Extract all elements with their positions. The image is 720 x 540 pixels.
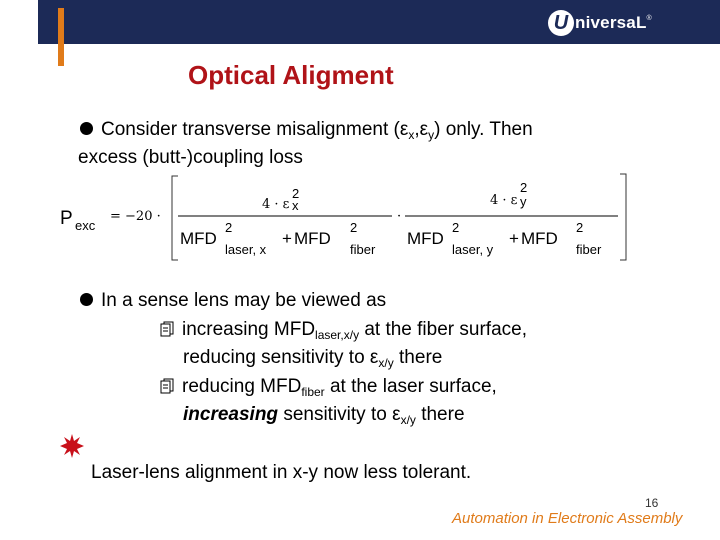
formula-dot: · — [397, 209, 402, 224]
denominator-y-mfd2: MFD — [521, 229, 558, 248]
denominator-x-sq1: 2 — [225, 220, 233, 235]
formula-left-bracket — [172, 176, 178, 260]
bullet-3: Laser-lens alignment in x-y now less tolerant. — [91, 462, 472, 483]
denominator-y-fiber: fiber — [576, 242, 602, 257]
universal-logo — [548, 8, 652, 38]
sub-bullet-1-line-2: reducing sensitivity to $\varepsilon_{x/y}$ there — [183, 347, 443, 370]
sub-bullet-1-line-1: increasing $MFD_{laser,x/y}$ at the fiber surface, — [160, 319, 527, 342]
denominator-y-sq2: 2 — [576, 220, 584, 235]
bullet-dot — [80, 122, 93, 135]
formula-lhs: P — [60, 208, 73, 229]
denominator-x-mfd1: MFD — [180, 229, 217, 248]
logo-mark: U — [548, 10, 574, 36]
sub-bullet-2-line-1: reducing $MFD_{fiber}$ at the laser surface, — [160, 376, 497, 399]
numerator-y-sq: 2 — [520, 180, 528, 195]
bullet-dot — [80, 293, 93, 306]
formula-coefficient: = −20 · — [110, 209, 161, 224]
numerator-x-sub: x — [292, 198, 299, 213]
denominator-y-mfd1: MFD — [407, 229, 444, 248]
slide-title: Optical Aligment — [188, 60, 394, 90]
accent-bar — [58, 8, 64, 66]
logo-registered: ® — [646, 15, 652, 22]
formula-right-bracket — [620, 174, 626, 260]
coupling-loss-formula — [60, 170, 630, 264]
page-stack-icon — [160, 378, 174, 394]
bullet-1-line-2: excess (butt-)coupling loss — [78, 147, 303, 168]
denominator-y-sq1: 2 — [452, 220, 460, 235]
denominator-x-sq2: 2 — [350, 220, 358, 235]
numerator-x-sq: 2 — [292, 186, 300, 201]
page-number: 16 — [645, 496, 659, 510]
formula-lhs-sub: exc — [75, 218, 96, 233]
bullet-2-intro: In a sense lens may be viewed as — [80, 290, 386, 312]
denominator-x-plus: + — [282, 229, 292, 248]
denominator-y-plus: + — [509, 229, 519, 248]
numerator-x-coef: 4 · ε — [262, 197, 290, 212]
bullet-1-line-1: Consider transverse misalignment $(\varepsilon_x,\varepsilon_y)$ only. Then — [80, 119, 533, 142]
page-stack-icon — [160, 321, 174, 337]
starburst-icon — [60, 434, 84, 458]
numerator-y-coef: 4 · ε — [490, 193, 518, 208]
logo-text: niversaL — [575, 13, 647, 32]
footer-tagline: Automation in Electronic Assembly — [452, 510, 683, 527]
denominator-y-laser: laser, y — [452, 242, 494, 257]
denominator-x-mfd2: MFD — [294, 229, 331, 248]
numerator-y-sub: y — [520, 194, 527, 209]
sub-bullet-2-line-2: increasing sensitivity to $\varepsilon_{x/y}$ there — [183, 404, 465, 427]
denominator-x-laser: laser, x — [225, 242, 267, 257]
denominator-x-fiber: fiber — [350, 242, 376, 257]
